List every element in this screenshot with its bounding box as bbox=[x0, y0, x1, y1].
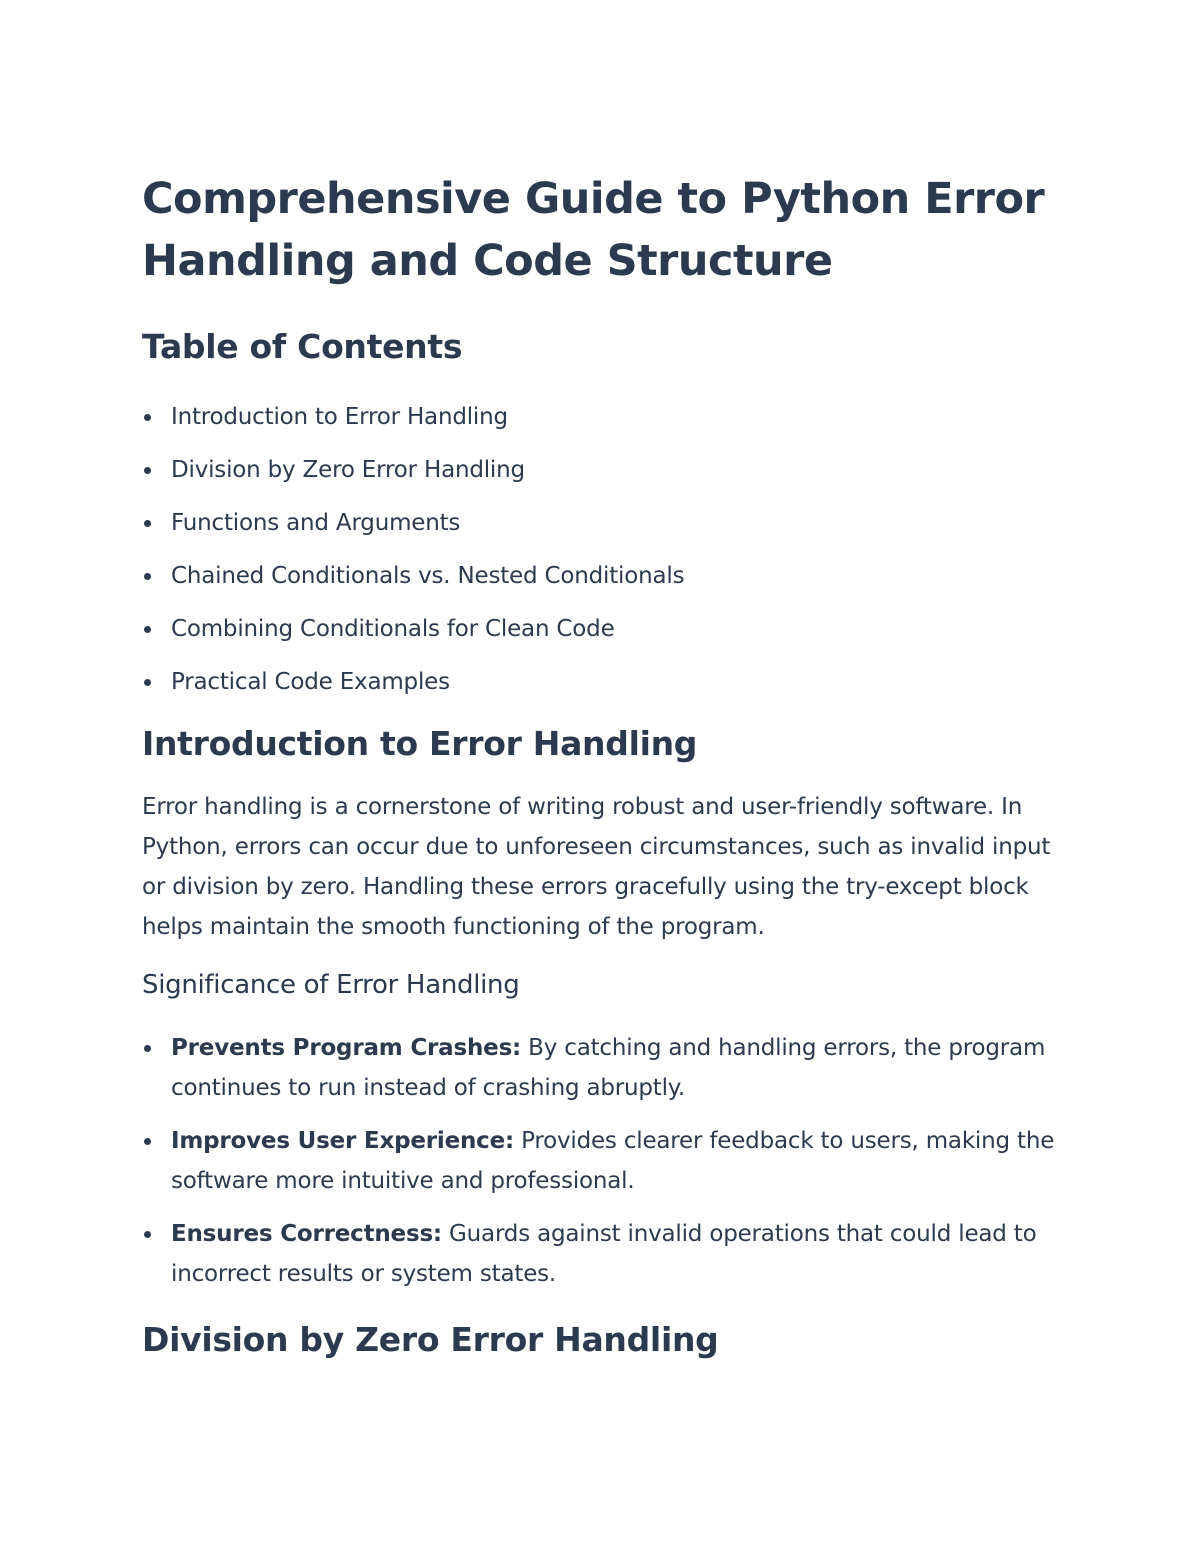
significance-item bbox=[142, 1028, 1072, 1108]
section-heading-division-by-zero: Division by Zero Error Handling bbox=[142, 1320, 719, 1359]
significance-text: Guards against invalid operations that could lead to incorrect results or system states. bbox=[171, 1221, 1037, 1287]
document-page bbox=[142, 168, 1072, 1361]
document-title: Comprehensive Guide to Python Error Handling and Code Structure bbox=[142, 174, 1045, 286]
toc-heading: Table of Contents bbox=[142, 327, 463, 366]
toc-item[interactable]: Practical Code Examples bbox=[142, 662, 1072, 702]
significance-term: Prevents Program Crashes: bbox=[171, 1035, 522, 1061]
significance-list bbox=[142, 1028, 1072, 1294]
section-heading-introduction: Introduction to Error Handling bbox=[142, 724, 698, 763]
toc-item[interactable]: Chained Conditionals vs. Nested Conditionals bbox=[142, 556, 1072, 596]
toc-item[interactable]: Introduction to Error Handling bbox=[142, 397, 1072, 437]
intro-paragraph: Error handling is a cornerstone of writing robust and user-friendly software. In Python, errors can occur due to unforeseen circumstances, such as invalid input or division by zero. Handling these errors gracefully using the try-except block helps maintain the smooth functioning of the program. bbox=[142, 794, 1051, 940]
significance-item bbox=[142, 1121, 1072, 1201]
subsection-heading-significance: Significance of Error Handling bbox=[142, 970, 520, 1000]
significance-text: By catching and handling errors, the program continues to run instead of crashing abruptly. bbox=[171, 1035, 1046, 1101]
toc-list bbox=[142, 397, 1072, 702]
toc-item[interactable]: Functions and Arguments bbox=[142, 503, 1072, 543]
significance-item bbox=[142, 1214, 1072, 1294]
significance-term: Ensures Correctness: bbox=[171, 1221, 442, 1247]
significance-text: Provides clearer feedback to users, making the software more intuitive and professional. bbox=[171, 1128, 1055, 1194]
toc-item[interactable]: Combining Conditionals for Clean Code bbox=[142, 609, 1072, 649]
significance-term: Improves User Experience: bbox=[171, 1128, 514, 1154]
toc-item[interactable]: Division by Zero Error Handling bbox=[142, 450, 1072, 490]
